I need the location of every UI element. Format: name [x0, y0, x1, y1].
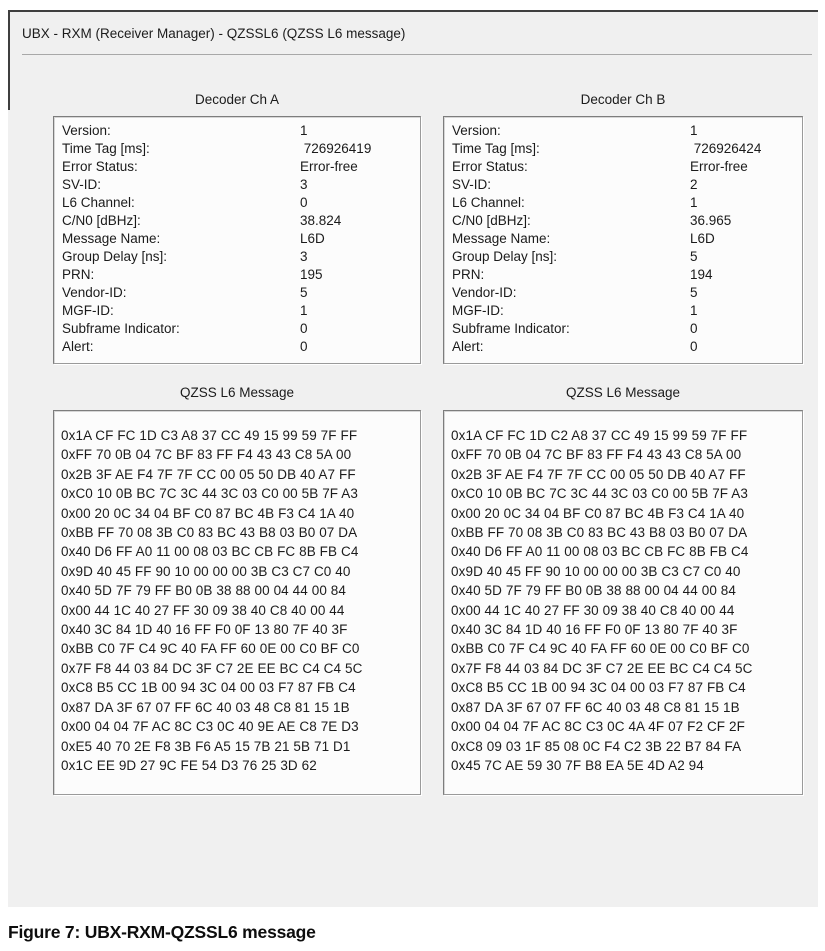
decoder-b-group-title: Decoder Ch B [580, 92, 666, 107]
field-label: Version: [62, 123, 111, 138]
hex-line: 0x87 DA 3F 67 07 FF 6C 40 03 48 C8 81 15 1B [61, 699, 350, 715]
field-value: 726926419 [300, 141, 372, 156]
hex-line: 0xC8 B5 CC 1B 00 94 3C 04 00 03 F7 87 FB C4 [61, 680, 356, 696]
field-value: 1 [300, 123, 308, 138]
field-label: Group Delay [ns]: [62, 249, 168, 264]
field-label: Vendor-ID: [62, 285, 127, 300]
decoder-field-row [452, 248, 794, 266]
decoder-field-row [452, 176, 794, 194]
field-label: MGF-ID: [62, 303, 114, 318]
decoder-field-row [452, 284, 794, 302]
hex-line: 0xC8 09 03 1F 85 08 0C F4 C2 3B 22 B7 84 FA [451, 738, 742, 754]
field-label: Message Name: [452, 231, 551, 246]
decoder-field-row [62, 302, 412, 320]
field-value: 1 [690, 303, 698, 318]
field-value: 0 [690, 339, 698, 354]
decoder-field-row [62, 176, 412, 194]
hex-line: 0xBB C0 7F C4 9C 40 FA FF 60 0E 00 C0 BF C0 [451, 641, 750, 657]
field-label: Alert: [452, 339, 484, 354]
field-value: 0 [300, 339, 308, 354]
decoder-field-row [62, 140, 412, 158]
hex-line: 0x40 5D 7F 79 FF B0 0B 38 88 00 04 44 00 84 [451, 583, 736, 599]
decoder-field-row [452, 158, 794, 176]
ubx-message-view-window [8, 10, 818, 907]
decoder-field-row [62, 338, 412, 356]
hex-line: 0x2B 3F AE F4 7F 7F CC 00 05 50 DB 40 A7 FF [61, 466, 356, 482]
field-value: 0 [300, 195, 308, 210]
field-value: 2 [690, 177, 698, 192]
field-value: L6D [690, 231, 715, 246]
field-value: 1 [300, 303, 308, 318]
window-left-border [8, 12, 10, 110]
field-label: Error Status: [452, 159, 528, 174]
hex-line: 0xFF 70 0B 04 7C BF 83 FF F4 43 43 C8 5A 00 [451, 447, 742, 463]
field-label: Message Name: [62, 231, 161, 246]
field-value: 1 [690, 123, 698, 138]
field-label: Version: [452, 123, 501, 138]
decoder-field-row [62, 230, 412, 248]
field-label: MGF-ID: [452, 303, 504, 318]
hex-line: 0x40 3C 84 1D 40 16 FF F0 0F 13 80 7F 40 3F [451, 622, 738, 638]
field-value: 0 [300, 321, 308, 336]
hex-line: 0x40 D6 FF A0 11 00 08 03 BC CB FC 8B FB C4 [451, 544, 749, 560]
decoder-field-row [452, 230, 794, 248]
field-label: L6 Channel: [62, 195, 135, 210]
decoder-channel-a-column [53, 55, 421, 795]
hex-line: 0x7F F8 44 03 84 DC 3F C7 2E EE BC C4 C4 5C [451, 660, 753, 676]
field-label: PRN: [62, 267, 95, 282]
field-label: Vendor-ID: [452, 285, 517, 300]
field-label: Alert: [62, 339, 94, 354]
hex-line: 0x45 7C AE 59 30 7F B8 EA 5E 4D A2 94 [451, 757, 704, 773]
decoder-channel-b-column [443, 55, 803, 795]
hex-line: 0x9D 40 45 FF 90 10 00 00 00 3B C3 C7 C0 40 [451, 563, 741, 579]
field-label: PRN: [452, 267, 485, 282]
hex-line: 0xC8 B5 CC 1B 00 94 3C 04 00 03 F7 87 FB C4 [451, 680, 746, 696]
decoder-a-fields-panel [53, 116, 421, 364]
decoder-field-row [62, 320, 412, 338]
hex-line: 0xC0 10 0B BC 7C 3C 44 3C 03 C0 00 5B 7F A3 [451, 486, 748, 502]
decoder-field-row [452, 338, 794, 356]
hex-line: 0x00 20 0C 34 04 BF C0 87 BC 4B F3 C4 1A 40 [451, 505, 745, 521]
decoder-field-row [452, 194, 794, 212]
field-value: Error-free [690, 159, 748, 174]
decoder-field-row [62, 284, 412, 302]
field-label: Time Tag [ms]: [62, 141, 150, 156]
field-label: Time Tag [ms]: [452, 141, 540, 156]
hex-line: 0x00 44 1C 40 27 FF 30 09 38 40 C8 40 00 44 [61, 602, 345, 618]
message-view-title: UBX - RXM (Receiver Manager) - QZSSL6 (QZSS L6 message) [22, 26, 406, 41]
field-label: C/N0 [dBHz]: [62, 213, 141, 228]
decoder-field-row [452, 140, 794, 158]
channel-columns [53, 55, 818, 795]
decoder-field-row [62, 266, 412, 284]
hex-line: 0x00 20 0C 34 04 BF C0 87 BC 4B F3 C4 1A 40 [61, 505, 355, 521]
hex-line: 0x40 5D 7F 79 FF B0 0B 38 88 00 04 44 00 84 [61, 583, 346, 599]
qzss-l6-message-title-b: QZSS L6 Message [565, 385, 681, 400]
hex-line: 0x1A CF FC 1D C3 A8 37 CC 49 15 99 59 7F FF [61, 428, 358, 443]
field-value: 194 [690, 267, 713, 282]
field-label: SV-ID: [452, 177, 492, 192]
hex-line: 0x1C EE 9D 27 9C FE 54 D3 76 25 3D 62 [61, 757, 317, 773]
field-label: SV-ID: [62, 177, 102, 192]
hex-line: 0x7F F8 44 03 84 DC 3F C7 2E EE BC C4 C4 5C [61, 660, 363, 676]
decoder-field-row [62, 248, 412, 266]
hex-line: 0x1A CF FC 1D C2 A8 37 CC 49 15 99 59 7F FF [451, 428, 748, 443]
hex-line: 0xE5 40 70 2E F8 3B F6 A5 15 7B 21 5B 71 D1 [61, 738, 351, 754]
decoder-b-fields-panel [443, 116, 803, 364]
field-value: 726926424 [690, 141, 762, 156]
qzss-l6-message-hex-a [53, 410, 421, 795]
decoder-a-group-title: Decoder Ch A [194, 92, 280, 107]
field-value: 38.824 [300, 213, 342, 228]
figure-caption: Figure 7: UBX-RXM-QZSSL6 message [8, 922, 316, 942]
decoder-field-row [452, 266, 794, 284]
hex-line: 0xBB FF 70 08 3B C0 83 BC 43 B8 03 B0 07 DA [61, 525, 358, 541]
field-value: 1 [690, 195, 698, 210]
hex-line: 0x40 D6 FF A0 11 00 08 03 BC CB FC 8B FB C4 [61, 544, 359, 560]
field-value: Error-free [300, 159, 358, 174]
field-label: Error Status: [62, 159, 138, 174]
field-label: C/N0 [dBHz]: [452, 213, 531, 228]
hex-line: 0xBB FF 70 08 3B C0 83 BC 43 B8 03 B0 07 DA [451, 525, 748, 541]
field-value: 195 [300, 267, 323, 282]
field-label: Subframe Indicator: [452, 321, 570, 336]
qzss-l6-message-title-a: QZSS L6 Message [179, 385, 295, 400]
field-value: 3 [300, 249, 308, 264]
decoder-field-row [62, 212, 412, 230]
field-value: L6D [300, 231, 325, 246]
hex-line: 0xFF 70 0B 04 7C BF 83 FF F4 43 43 C8 5A 00 [61, 447, 352, 463]
field-label: L6 Channel: [452, 195, 525, 210]
hex-line: 0x87 DA 3F 67 07 FF 6C 40 03 48 C8 81 15 1B [451, 699, 740, 715]
decoder-field-row [62, 122, 412, 140]
field-label: Group Delay [ns]: [452, 249, 558, 264]
field-value: 0 [690, 321, 698, 336]
hex-line: 0x2B 3F AE F4 7F 7F CC 00 05 50 DB 40 A7 FF [451, 466, 746, 482]
decoder-field-row [62, 158, 412, 176]
field-value: 36.965 [690, 213, 732, 228]
hex-line: 0xC0 10 0B BC 7C 3C 44 3C 03 C0 00 5B 7F A3 [61, 486, 358, 502]
hex-line: 0x9D 40 45 FF 90 10 00 00 00 3B C3 C7 C0 40 [61, 563, 351, 579]
decoder-field-row [62, 194, 412, 212]
field-value: 5 [690, 285, 698, 300]
field-value: 3 [300, 177, 308, 192]
decoder-field-row [452, 302, 794, 320]
qzss-l6-message-hex-b [443, 410, 803, 795]
field-label: Subframe Indicator: [62, 321, 180, 336]
hex-line: 0xBB C0 7F C4 9C 40 FA FF 60 0E 00 C0 BF C0 [61, 641, 360, 657]
hex-line: 0x00 04 04 7F AC 8C C3 0C 4A 4F 07 F2 CF 2F [451, 719, 745, 735]
field-value: 5 [300, 285, 308, 300]
decoder-field-row [452, 212, 794, 230]
decoder-field-row [452, 122, 794, 140]
hex-line: 0x00 04 04 7F AC 8C C3 0C 40 9E AE C8 7E D3 [61, 719, 359, 735]
decoder-field-row [452, 320, 794, 338]
hex-line: 0x40 3C 84 1D 40 16 FF F0 0F 13 80 7F 40 3F [61, 622, 348, 638]
hex-line: 0x00 44 1C 40 27 FF 30 09 38 40 C8 40 00 44 [451, 602, 735, 618]
field-value: 5 [690, 249, 698, 264]
